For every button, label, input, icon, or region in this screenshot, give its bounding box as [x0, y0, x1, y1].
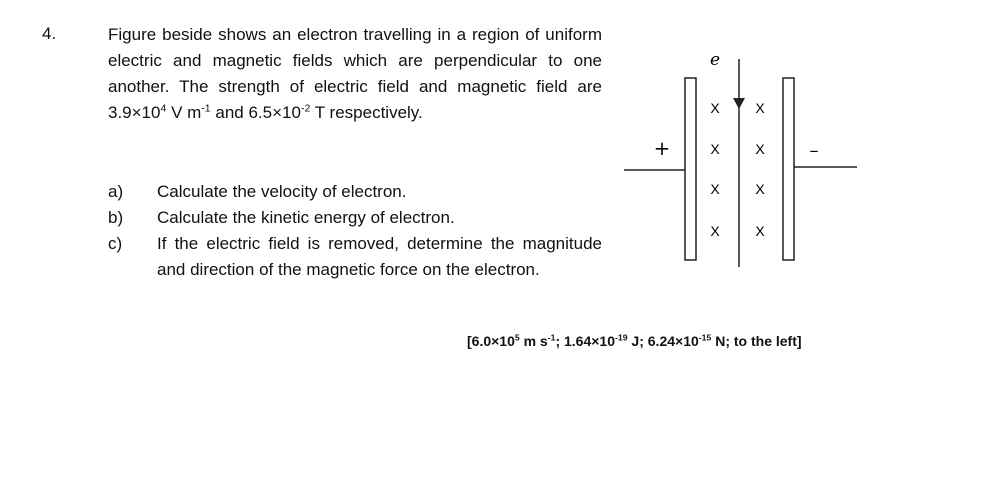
part-label: c) [108, 234, 123, 253]
field-into-page-icon: X [710, 181, 720, 197]
stem-text: T respectively. [310, 103, 423, 122]
answer-exponent: 5 [514, 332, 520, 343]
answer-key [467, 333, 802, 349]
field-into-page-icon: X [755, 100, 765, 116]
negative-label: – [809, 140, 819, 161]
question-number: 4. [42, 24, 57, 43]
answer-exponent: -15 [698, 332, 712, 343]
part-b [108, 205, 602, 231]
field-diagram [620, 45, 860, 275]
answer-text: ; 1.64×10 [555, 333, 615, 349]
electron-direction-arrow-icon [733, 98, 745, 109]
magnetic-field-exponent: -2 [300, 102, 311, 115]
answer-text: J; 6.24×10 [627, 333, 699, 349]
electron-label: e [709, 50, 721, 70]
part-label: b) [108, 208, 124, 227]
stem-text: Figure beside shows an electron travelling in a region of uniform electric and magnetic fields which are perpendicular to one another. The strength of electric field and magnetic field are 3.9×10 [108, 25, 602, 122]
answer-text: m s [519, 333, 548, 349]
part-text: Calculate the velocity of electron. [157, 182, 407, 201]
answer-exponent: -19 [615, 332, 628, 343]
field-into-page-icon: X [755, 141, 765, 157]
part-a [108, 179, 602, 205]
negative-plate [783, 78, 794, 260]
part-text: If the electric field is removed, determine the magnitude and direction of the magnetic force on the electron. [157, 234, 602, 279]
field-into-page-icon: X [755, 223, 765, 239]
stem-text: and 6.5×10 [210, 103, 301, 122]
stem-text: V m [166, 103, 202, 122]
answer-text: N; to the left] [711, 333, 802, 349]
field-into-page-icon: X [755, 181, 765, 197]
field-into-page-icon: X [710, 141, 720, 157]
unit-exponent: -1 [201, 102, 211, 115]
part-label: a) [108, 182, 124, 201]
part-c [108, 231, 602, 283]
part-text: Calculate the kinetic energy of electron. [157, 208, 455, 227]
answer-text: [6.0×10 [467, 333, 515, 349]
positive-label: + [653, 136, 671, 160]
positive-plate [685, 78, 696, 260]
field-into-page-icon: X [710, 223, 720, 239]
question-stem [108, 22, 602, 126]
answer-exponent: -1 [547, 332, 556, 343]
question-parts [108, 179, 602, 283]
field-into-page-icon: X [710, 100, 720, 116]
electric-field-exponent: 4 [160, 102, 167, 115]
